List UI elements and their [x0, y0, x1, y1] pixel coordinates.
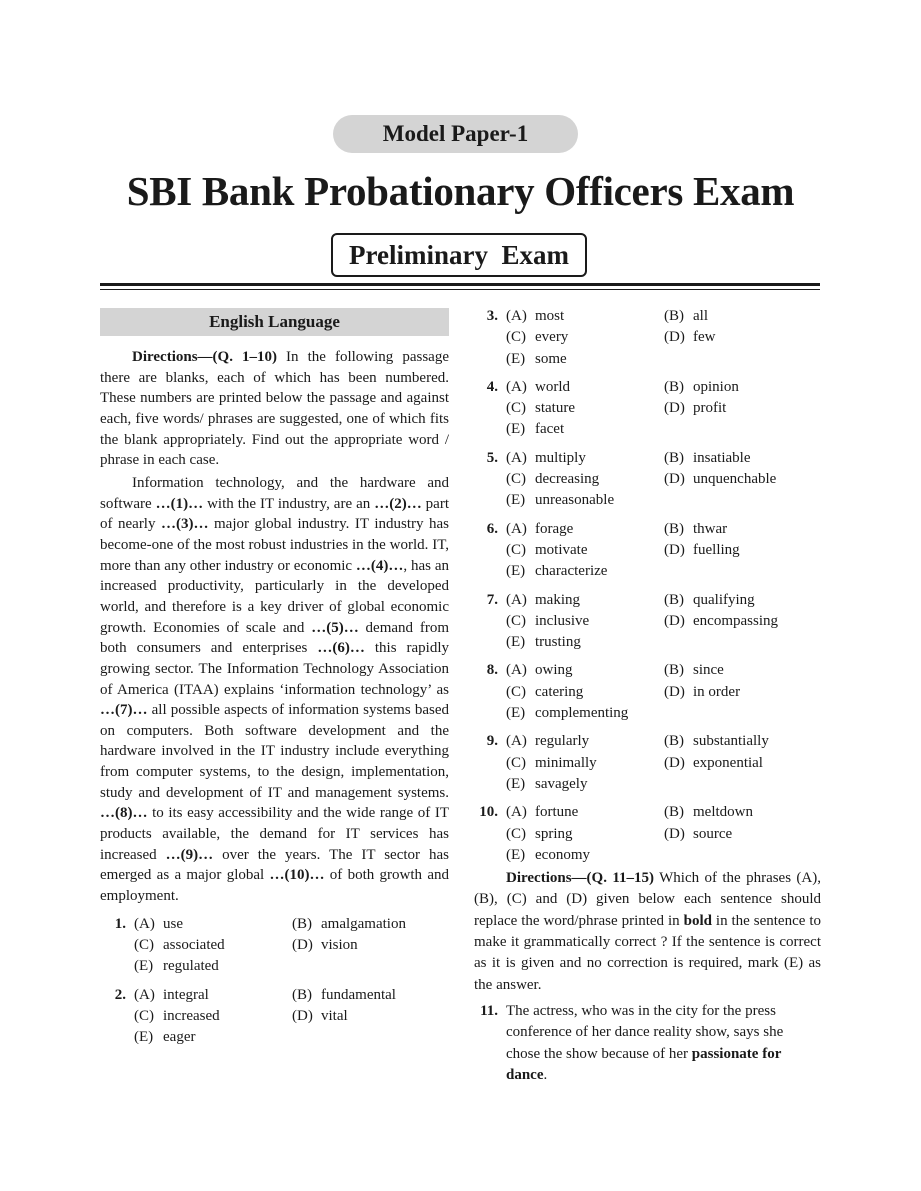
- question-text-end: .: [543, 1066, 548, 1083]
- option-letter: (E): [506, 705, 526, 722]
- option-letter: (E): [134, 1029, 154, 1046]
- option-letter: (E): [506, 563, 526, 580]
- option-grid: [134, 914, 449, 978]
- option-text: source: [693, 825, 733, 842]
- option-text: owing: [535, 662, 573, 679]
- option-text: forage: [535, 520, 574, 537]
- directions-text: Which of the phrases (A), (B), (C) and (D) given below each sentence should replace the word/phrase printed in: [474, 870, 822, 929]
- question-number: 8.: [486, 662, 498, 679]
- answer-option: [506, 561, 664, 582]
- answer-option: [134, 914, 292, 935]
- answer-option: [506, 703, 664, 724]
- option-text: in order: [693, 683, 741, 700]
- question-text: The actress, who was in the city for the press conference of her dance reality show, says she chose the show because of her: [506, 1002, 784, 1062]
- option-text: meltdown: [693, 804, 753, 821]
- option-text: fundamental: [321, 986, 396, 1003]
- directions-label: Directions—(Q. 1–10): [132, 349, 277, 365]
- option-letter: (A): [506, 308, 527, 324]
- option-text: thwar: [693, 520, 728, 537]
- option-text: world: [535, 378, 570, 395]
- question-item: [474, 731, 821, 795]
- blank-4: …(4)…: [355, 557, 404, 574]
- question-bold-phrase: passionate for dance: [506, 1045, 782, 1083]
- header-rule-thin: [100, 289, 820, 290]
- answer-option: [292, 935, 449, 956]
- directions-q11-15: [474, 868, 821, 996]
- answer-option: [664, 731, 821, 752]
- question-number: 4.: [486, 378, 498, 395]
- blank-10: …(10)…: [269, 867, 325, 884]
- option-letter: (B): [664, 804, 684, 821]
- option-text: all: [693, 308, 708, 324]
- option-text: minimally: [535, 754, 597, 771]
- option-text: stature: [535, 400, 575, 417]
- option-text: vital: [321, 1007, 348, 1024]
- answer-option: [506, 731, 664, 752]
- question-number: 11.: [480, 1002, 498, 1019]
- passage-text: of both growth and employment.: [100, 867, 449, 905]
- bold-word: bold: [683, 912, 712, 929]
- page-title: SBI Bank Probationary Officers Exam: [126, 168, 795, 214]
- right-column: [474, 306, 821, 1086]
- blank-6: …(6)…: [317, 640, 365, 657]
- passage-text: demand from both consumers and enterprises: [100, 619, 450, 657]
- answer-option: [292, 985, 449, 1006]
- option-text: unreasonable: [535, 492, 615, 509]
- option-text: substantially: [693, 733, 769, 750]
- answer-option: [506, 377, 664, 398]
- question-item: [474, 448, 821, 512]
- passage-text: this rapidly growing sector. The Information Technology Association of America (ITAA) explains ‘information technology’ as: [100, 640, 449, 698]
- option-letter: (A): [506, 804, 527, 821]
- section-heading: English Language: [100, 308, 449, 336]
- option-grid: [506, 519, 821, 583]
- blank-7: …(7)…: [100, 702, 148, 719]
- answer-option: [664, 824, 821, 845]
- answer-option: [664, 590, 821, 611]
- answer-option: [506, 519, 664, 540]
- option-text: most: [535, 308, 565, 324]
- option-letter: (E): [134, 958, 154, 975]
- blank-9: …(9)…: [165, 846, 214, 863]
- option-text: characterize: [535, 563, 608, 580]
- option-text: trusting: [535, 634, 581, 651]
- passage-text: Information technology, and the hardware and software: [100, 474, 449, 512]
- question-item: [474, 802, 821, 866]
- option-text: fortune: [535, 804, 579, 821]
- option-letter: (C): [506, 400, 526, 417]
- answer-option: [134, 1006, 292, 1027]
- directions-q1-10: [100, 347, 449, 471]
- answer-option: [506, 540, 664, 561]
- option-letter: (D): [664, 825, 685, 842]
- passage-text: major global industry. IT industry has become-one of the most robust industries in the world. IT, more than any other industry or economic: [100, 516, 449, 574]
- option-grid: [506, 377, 821, 441]
- option-letter: (E): [506, 846, 526, 863]
- answer-option: [506, 632, 664, 653]
- option-letter: (C): [506, 329, 526, 346]
- option-grid: [506, 660, 821, 724]
- option-grid: [506, 731, 821, 795]
- option-letter: (B): [292, 986, 312, 1003]
- option-letter: (D): [664, 683, 685, 700]
- answer-option: [664, 469, 821, 490]
- answer-option: [664, 377, 821, 398]
- option-text: fuelling: [693, 541, 740, 558]
- option-letter: (B): [664, 308, 684, 324]
- option-letter: (E): [506, 775, 526, 792]
- question-list-left: [100, 914, 449, 1049]
- option-text: motivate: [535, 541, 588, 558]
- answer-option: [506, 448, 664, 469]
- option-text: some: [535, 350, 567, 367]
- option-letter: (E): [506, 492, 526, 509]
- answer-option: [664, 306, 821, 327]
- answer-option: [506, 802, 664, 823]
- passage-text: over the years. The IT sector has emerged as a major global: [100, 846, 449, 884]
- answer-option: [664, 660, 821, 681]
- option-text: profit: [693, 400, 727, 417]
- blank-5: …(5)…: [311, 619, 359, 636]
- question-item: [100, 985, 449, 1049]
- answer-option: [506, 327, 664, 348]
- option-letter: (D): [664, 754, 685, 771]
- option-grid: [506, 306, 821, 370]
- answer-option: [664, 682, 821, 703]
- question-number: 7.: [486, 591, 498, 608]
- option-text: multiply: [535, 449, 586, 466]
- question-number: 1.: [114, 915, 126, 932]
- answer-option: [506, 660, 664, 681]
- answer-option: [506, 753, 664, 774]
- answer-option: [506, 590, 664, 611]
- option-letter: (D): [664, 471, 685, 488]
- option-letter: (A): [506, 449, 527, 466]
- answer-option: [506, 419, 664, 440]
- header-rule-thick: [100, 283, 820, 286]
- option-letter: (A): [134, 986, 155, 1003]
- answer-option: [292, 1006, 449, 1027]
- left-column: [100, 308, 449, 1049]
- option-text: regularly: [535, 733, 590, 750]
- directions-text: in the sentence to make it grammatically correct ? If the sentence is correct as it is given and no correction is required, mark (E) as the answer.: [474, 912, 822, 993]
- option-text: encompassing: [693, 612, 778, 629]
- option-letter: (D): [664, 329, 685, 346]
- option-letter: (E): [506, 421, 526, 438]
- blank-1: …(1)…: [155, 495, 204, 512]
- option-letter: (C): [134, 937, 154, 954]
- answer-option: [134, 956, 292, 977]
- question-number: 2.: [114, 986, 126, 1003]
- option-text: regulated: [163, 958, 219, 975]
- answer-option: [664, 611, 821, 632]
- question-number: 9.: [486, 733, 498, 750]
- question-number: 3.: [486, 308, 498, 324]
- option-text: making: [535, 591, 580, 608]
- question-item: [474, 377, 821, 441]
- option-text: economy: [535, 846, 590, 863]
- answer-option: [506, 306, 664, 327]
- option-text: catering: [535, 683, 584, 700]
- answer-option: [664, 448, 821, 469]
- option-text: unquenchable: [693, 471, 777, 488]
- option-text: since: [693, 662, 724, 679]
- option-text: exponential: [693, 754, 763, 771]
- blank-3: …(3)…: [160, 516, 209, 533]
- option-text: opinion: [693, 378, 739, 395]
- answer-option: [664, 540, 821, 561]
- option-grid: [134, 985, 449, 1049]
- option-letter: (A): [134, 915, 155, 932]
- blank-2: …(2)…: [374, 495, 422, 512]
- option-letter: (C): [506, 754, 526, 771]
- passage-text: with the IT industry, are an: [203, 495, 375, 512]
- passage-text: to its easy accessibility and the wide range of IT products available, the demand for IT services has increased: [100, 805, 449, 863]
- question-list-right: [474, 306, 821, 866]
- option-text: amalgamation: [321, 915, 406, 932]
- answer-option: [506, 349, 664, 370]
- passage: [100, 473, 449, 907]
- option-letter: (D): [664, 541, 685, 558]
- passage-text: all possible aspects of information systems based on computers. Both software development and the hardware involved in the IT industry include everything from computer systems, to the design, implementation, study and development of IT and management systems.: [100, 702, 449, 801]
- answer-option: [506, 774, 664, 795]
- question-item: [474, 590, 821, 654]
- option-letter: (A): [506, 378, 527, 395]
- option-letter: (B): [664, 733, 684, 750]
- option-letter: (D): [292, 1007, 313, 1024]
- option-letter: (B): [664, 520, 684, 537]
- option-text: spring: [535, 825, 573, 842]
- option-text: complementing: [535, 705, 629, 722]
- option-text: associated: [163, 937, 225, 954]
- option-text: integral: [163, 986, 209, 1003]
- question-item: [100, 914, 449, 978]
- option-letter: (B): [664, 591, 684, 608]
- answer-option: [506, 611, 664, 632]
- passage-text: part of nearly: [100, 495, 449, 533]
- option-text: qualifying: [693, 591, 755, 608]
- answer-option: [506, 682, 664, 703]
- option-text: inclusive: [535, 612, 590, 629]
- option-text: every: [535, 329, 569, 346]
- option-text: decreasing: [535, 471, 600, 488]
- question-item: [474, 306, 821, 370]
- option-text: use: [163, 915, 183, 932]
- option-letter: (C): [506, 612, 526, 629]
- option-letter: (B): [664, 662, 684, 679]
- answer-option: [664, 753, 821, 774]
- option-letter: (B): [664, 378, 684, 395]
- option-grid: [506, 448, 821, 512]
- option-text: insatiable: [693, 449, 751, 466]
- option-letter: (A): [506, 733, 527, 750]
- answer-option: [134, 985, 292, 1006]
- option-letter: (E): [506, 350, 526, 367]
- option-text: facet: [535, 421, 565, 438]
- option-letter: (A): [506, 591, 527, 608]
- question-11: [474, 1001, 821, 1086]
- option-letter: (D): [292, 937, 313, 954]
- option-letter: (B): [292, 915, 312, 932]
- answer-option: [292, 914, 449, 935]
- option-letter: (D): [664, 400, 685, 417]
- answer-option: [664, 327, 821, 348]
- answer-option: [134, 935, 292, 956]
- answer-option: [664, 802, 821, 823]
- answer-option: [506, 845, 664, 866]
- option-letter: (C): [506, 471, 526, 488]
- option-letter: (C): [506, 683, 526, 700]
- option-text: eager: [163, 1029, 196, 1046]
- question-number: 5.: [486, 449, 498, 466]
- option-letter: (A): [506, 662, 527, 679]
- answer-option: [506, 490, 664, 511]
- answer-option: [664, 398, 821, 419]
- option-letter: (E): [506, 634, 526, 651]
- question-number: 10.: [479, 804, 498, 821]
- passage-text: , has an increased productivity, particularly in the developed world, and therefore is a key driver of global economic growth. Economies of scale and: [100, 557, 449, 636]
- option-letter: (C): [506, 825, 526, 842]
- option-text: few: [693, 329, 716, 346]
- exam-stage-box: Preliminary Exam: [331, 233, 587, 277]
- answer-option: [506, 469, 664, 490]
- option-letter: (B): [664, 449, 684, 466]
- answer-option: [506, 824, 664, 845]
- option-grid: [506, 802, 821, 866]
- answer-option: [506, 398, 664, 419]
- answer-option: [664, 519, 821, 540]
- question-number: 6.: [486, 520, 498, 537]
- directions-text: In the following passage there are blanks, each of which has been numbered. These numbers are printed below the passage and against each, five words/ phrases are suggested, one of which fits the blank appropriately. Find out the appropriate word / phrase in each case.: [100, 349, 449, 469]
- option-grid: [506, 590, 821, 654]
- option-text: increased: [163, 1007, 220, 1024]
- question-item: [474, 660, 821, 724]
- option-letter: (C): [506, 541, 526, 558]
- question-item: [474, 519, 821, 583]
- option-letter: (A): [506, 520, 527, 537]
- option-letter: (D): [664, 612, 685, 629]
- option-text: savagely: [535, 775, 588, 792]
- option-text: vision: [321, 937, 358, 954]
- answer-option: [134, 1027, 292, 1048]
- blank-8: …(8)…: [100, 805, 148, 822]
- option-letter: (C): [134, 1007, 154, 1024]
- directions-label: Directions—(Q. 11–15): [506, 870, 655, 887]
- model-paper-badge: Model Paper-1: [333, 115, 578, 153]
